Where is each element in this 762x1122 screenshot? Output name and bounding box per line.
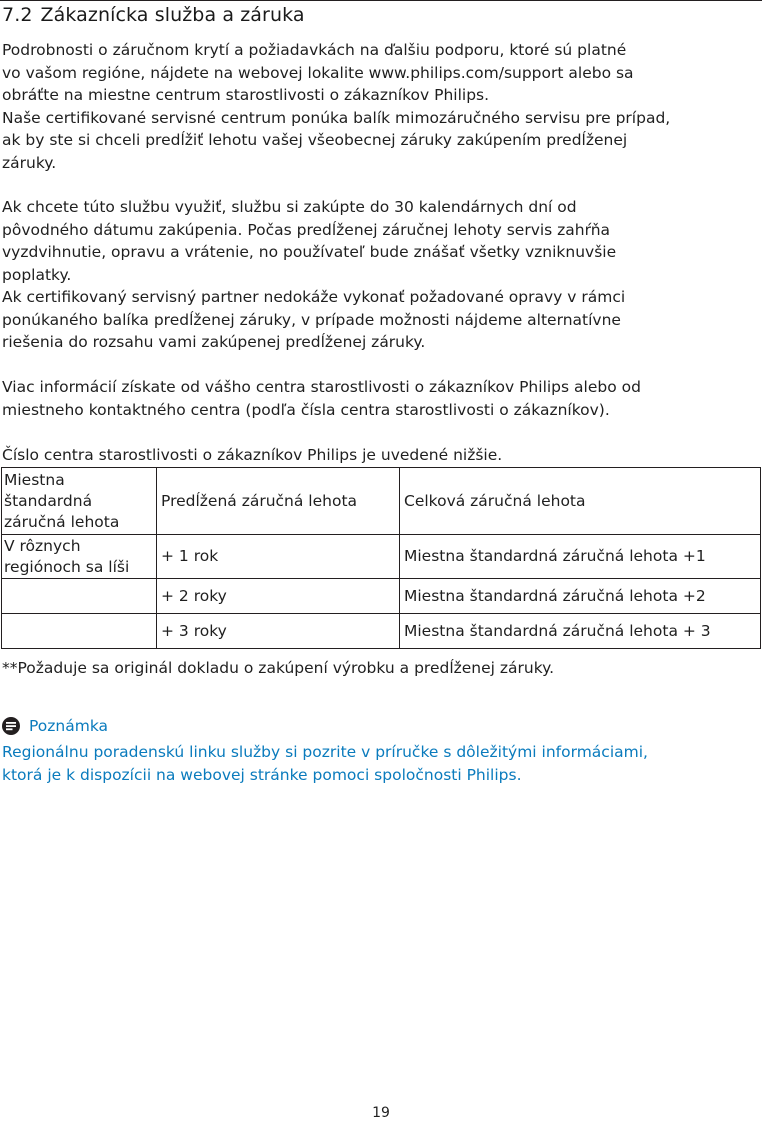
cell-total: Miestna štandardná záručná lehota +1	[400, 535, 761, 579]
note-icon	[2, 717, 20, 735]
table-row	[2, 614, 761, 649]
text-line: Regionálnu poradenskú linku služby si pozrite v príručke s dôležitými informáciami,	[2, 743, 648, 761]
header-line: Miestna	[4, 470, 65, 489]
text-line: Číslo centra starostlivosti o zákazníkov Philips je uvedené nižšie.	[2, 446, 503, 464]
cell-extended: + 1 rok	[157, 535, 400, 579]
text-line: pôvodného dátumu zakúpenia. Počas predĺženej záručnej lehoty servis zahŕňa	[2, 220, 611, 239]
section-number: 7.2	[2, 4, 33, 26]
cell-region	[2, 579, 157, 614]
note-header	[2, 717, 108, 735]
warranty-table	[1, 467, 761, 649]
text-line: Ak certifikovaný servisný partner nedokáže vykonať požadované opravy v rámci	[2, 288, 626, 306]
text-line: ak by ste si chceli predĺžiť lehotu vašej všeobecnej záruky zakúpením predĺženej	[2, 131, 628, 149]
cell-extended: + 3 roky	[157, 614, 400, 649]
text-line: Viac informácií získate od vášho centra starostlivosti o zákazníkov Philips alebo od	[2, 378, 641, 396]
table-row	[2, 535, 761, 579]
header-line: záručná lehota	[4, 512, 120, 531]
text-line: Ak chcete túto službu využiť, službu si zakúpte do 30 kalendárnych dní od	[2, 198, 577, 216]
table-header-row	[2, 468, 761, 535]
paragraph-warranty-info	[2, 39, 760, 174]
top-rule	[0, 0, 762, 1]
cell-extended: + 2 roky	[157, 579, 400, 614]
header-total-warranty: Celková záručná lehota	[400, 468, 761, 535]
text-line: miestneho kontaktného centra (podľa čísla centra starostlivosti o zákazníkov).	[2, 400, 610, 419]
text-line: obráťte na miestne centrum starostlivosti o zákazníkov Philips.	[2, 86, 490, 104]
cell-region	[2, 535, 157, 579]
footnote: **Požaduje sa originál dokladu o zakúpení výrobku a predĺženej záruky.	[2, 659, 555, 677]
header-local-warranty	[2, 468, 157, 535]
text-line: ponúkaného balíka predĺženej záruky, v prípade možnosti nájdeme alternatívne	[2, 310, 621, 329]
paragraph-number-below	[2, 444, 760, 467]
paragraph-more-info	[2, 376, 760, 421]
cell-region	[2, 614, 157, 649]
note-title: Poznámka	[29, 717, 109, 735]
section-title-text: Zákaznícka služba a záruka	[40, 4, 305, 26]
table-row	[2, 579, 761, 614]
cell-line: V rôznych	[4, 536, 81, 555]
cell-total: Miestna štandardná záručná lehota + 3	[400, 614, 761, 649]
text-line: vyzdvihnutie, opravu a vrátenie, no používateľ bude znášať všetky vzniknuvšie	[2, 243, 617, 261]
page-number: 19	[372, 1105, 390, 1121]
section-title	[2, 4, 305, 26]
cell-line: regiónoch sa líši	[4, 557, 130, 576]
paragraph-extended-service	[2, 196, 760, 354]
text-line: Naše certifikované servisné centrum ponúka balík mimozáručného servisu pre prípad,	[2, 108, 671, 127]
text-line: poplatky.	[2, 265, 72, 284]
header-extended-warranty: Predĺžená záručná lehota	[157, 468, 400, 535]
text-line: Podrobnosti o záručnom krytí a požiadavkách na ďalšiu podporu, ktoré sú platné	[2, 41, 627, 59]
cell-total: Miestna štandardná záručná lehota +2	[400, 579, 761, 614]
header-line: štandardná	[4, 491, 93, 510]
text-line: ktorá je k dispozícii na webovej stránke pomoci spoločnosti Philips.	[2, 766, 522, 784]
text-line: riešenia do rozsahu vami zakúpenej predĺženej záruky.	[2, 333, 426, 351]
text-line: záruky.	[2, 153, 57, 172]
note-text	[2, 741, 648, 787]
text-line: vo vašom regióne, nájdete na webovej lokalite www.philips.com/support alebo sa	[2, 63, 634, 82]
